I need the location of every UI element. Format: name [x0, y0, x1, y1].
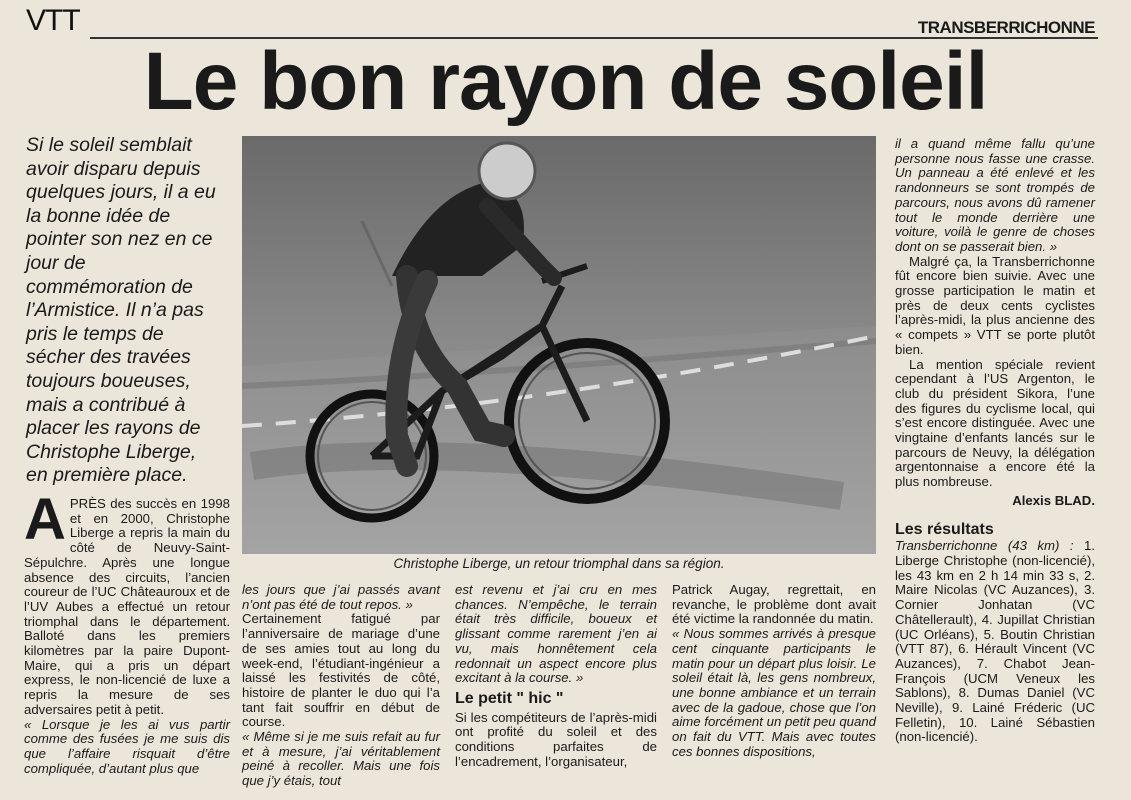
quote-paragraph: il a quand même fallu qu’une personne nous fasse une crasse. Un panneau a été enlevé et les randonneurs se sont trompés de parcours, nous avons dû ramener tout le monde derrière une voiture, voilà le genre de choses dont on se passerait bien. »	[895, 136, 1095, 254]
body-paragraph: PRÈS des succès en 1998 et en 2000, Christophe Liberge a repris la main du côté de Neuvy-Saint-Sépulchre. Après une longue absence des circuits, l’ancien coureur de l’UC Châteauroux et de l’UV Aubes a effectué un retour triomphal dans le département. Balloté dans les premiers kilomètres par la paire Dupont-Maire, qui a pris un départ express, le non-licencié de luxe a repris la mesure de ses adversaires petit à petit.	[24, 496, 230, 717]
body-paragraph: La mention spéciale revient cependant à l’US Argenton, le club du président Sikora, l’une des figures du cyclisme local, qui s’est encore distinguée. Avec une vingtaine d’enfants lancés sur le parcours de Neuvy, la délégation argentonnaise a encore été la plus nombreuse.	[895, 356, 1095, 490]
section-label: VTT	[26, 4, 80, 37]
results-list: 1. Liberge Christophe (non-licencié), les 43 km en 2 h 14 min 33 s, 2. Maire Nicolas (VC Auzances), 3. Cornier Jonhatan (VC Châtellerault), 4. Jupillat Christian (UC Orléans), 5. Boutin Christian (VTT 87), 6. Hérault Vincent (VC Auzances), 7. Chabot Jean-François (UCM Veneux les Sablons), 8. Dumas Daniel (VC Neville), 9. Lainé Fréderic (UC Felletin), 10. Lainé Sébastien (non-licencié).	[895, 538, 1095, 745]
quote-paragraph: « Même si je me suis refait au fur et à mesure, j’ai véritablement peiné à recoller. Mais une fois que j’y étais, tout	[242, 729, 440, 789]
body-paragraph: Si les compétiteurs de l’après-midi ont profité du soleil et des conditions parfaites de l’encadrement, l’organisateur,	[455, 709, 657, 769]
article-column-3	[455, 583, 657, 769]
cyclist-photo	[242, 136, 876, 554]
quote-paragraph: est revenu et j’ai cru en mes chances. N’empêche, le terrain était très difficile, boueux et glissant comme rarement j’en ai vu, mais honnêtement cela redonnait un aspect encore plus excitant à la course. »	[455, 582, 657, 686]
quote-paragraph: « Nous sommes arrivés à presque cent cinquante participants le matin pour un départ plus loisir. Le soleil était là, les gens nombreux, une bonne ambiance et un terrain avec de la gadoue, chose que l’on aime forcément un petit peu quand on fait du VTT. Mais avec toutes ces bonnes dispositions,	[672, 626, 876, 759]
results-text	[895, 539, 1095, 745]
article-column-2	[242, 583, 440, 789]
body-paragraph: Malgré ça, la Transberrichonne fût encore bien suivie. Avec une grosse participation le matin et près de deux cents cyclistes l’après-midi, la plus ancienne des « compets » VTT se porte plutôt bien.	[895, 253, 1095, 357]
cyclist-photo-graphic	[242, 136, 876, 554]
body-paragraph: Certainement fatigué par l’anniversaire de mariage d’une de ses amies tout au long du week-end, l’étudiant-ingénieur a laissé les festivités de côté, histoire de planter le duo qui l’a tant fait souffrir en début de course.	[242, 611, 440, 730]
region-label: TRANSBERRICHONNE	[917, 18, 1095, 37]
article-column-1	[24, 487, 230, 776]
results-heading: Les résultats	[895, 520, 994, 538]
drop-cap: A	[24, 487, 66, 552]
results-race: Transberrichonne (43 km) :	[895, 538, 1074, 554]
subheading: Le petit " hic "	[455, 689, 564, 707]
body-paragraph: Patrick Augay, regrettait, en revanche, le problème dont avait été victime la randonnée du matin.	[672, 582, 876, 627]
photo-caption: Christophe Liberge, un retour triomphal dans sa région.	[393, 556, 725, 571]
lede-paragraph: Si le soleil semblait avoir disparu depuis quelques jours, il a eu la bonne idée de pointer son nez en ce jour de commémoration de l’Armistice. Il n’a pas pris le temps de sécher des travées toujours boueuses, mais a contribué à placer les rayons de Christophe Liberge, en première place.	[26, 134, 216, 487]
author-signature: Alexis BLAD.	[1012, 492, 1095, 508]
headline: Le bon rayon de soleil	[143, 36, 988, 127]
article-column-5	[895, 137, 1095, 745]
quote-paragraph: « Lorsque je les ai vus partir comme des fusées je me suis dis que l’affaire risquait d’être compliquée, d’autant plus que	[24, 716, 230, 776]
quote-paragraph: les jours que j’ai passés avant n’ont pas été de tout repos. »	[242, 582, 440, 612]
article-column-4	[672, 583, 876, 759]
